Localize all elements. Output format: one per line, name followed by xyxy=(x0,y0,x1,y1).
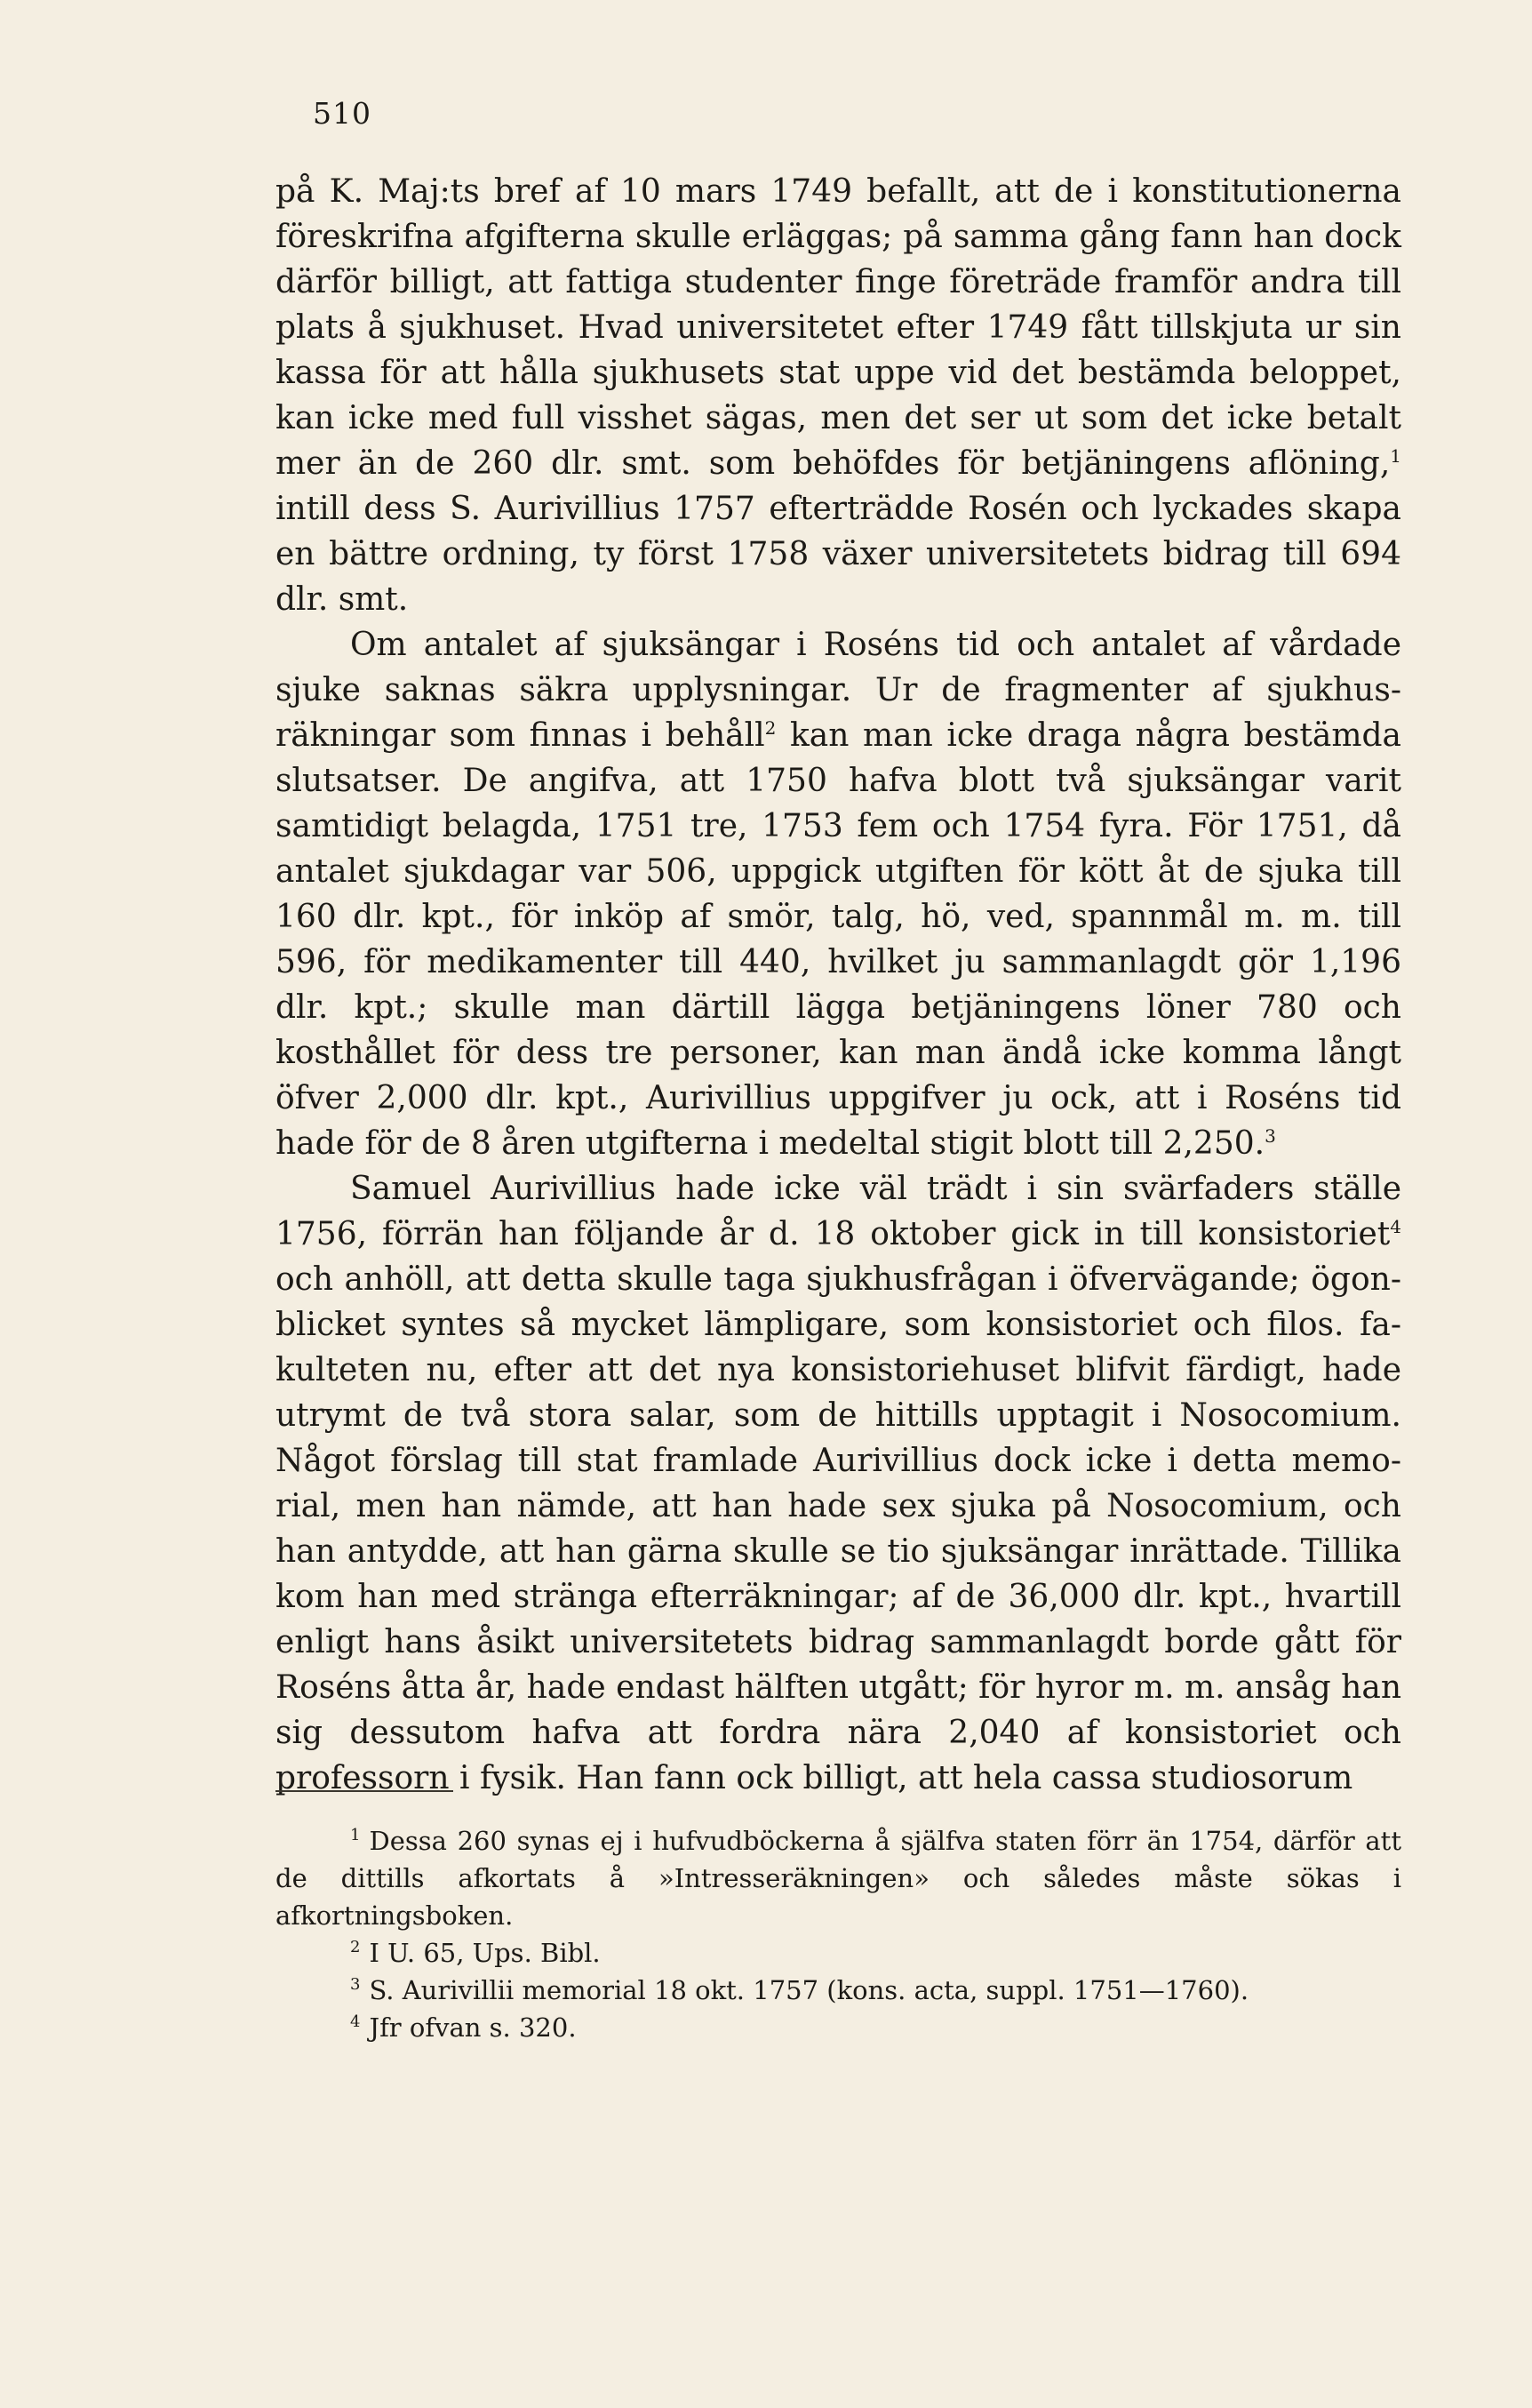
paragraph-2 xyxy=(275,622,1401,1166)
main-text xyxy=(275,169,1401,1801)
footnote-text: I U. 65, Ups. Bibl. xyxy=(369,1938,601,1968)
footnote-reference: 2 xyxy=(764,717,777,739)
footnote-mark: 1 xyxy=(350,1826,361,1845)
footnote-4 xyxy=(275,2009,1401,2046)
footnotes xyxy=(275,1822,1401,2046)
text-segment: Om antalet af sjuksängar i Roséns tid och antalet af vårdade sjuke saknas säkra upplysningar. Ur de fragmenter af sjukhusräkningar som finnas i behåll xyxy=(275,627,1401,754)
footnote-divider xyxy=(275,1790,453,1792)
footnote-reference: 1 xyxy=(1390,445,1401,467)
footnote-text: Dessa 260 synas ej i hufvudböckerna å själfva staten förr än 1754, därför att de dittills afkortats å »Intresseräkningen» och således måste sökas i afkortningsboken. xyxy=(275,1826,1401,1931)
text-segment: och anhöll, att detta skulle taga sjukhusfrågan i öfvervägande; ögonblicket syntes så mycket lämpligare, som konsistoriet och filos. fakulteten nu, efter att det nya konsistoriehuset blifvit färdigt, hade utrymt de två stora salar, som de hittills upptagit i Nosocomium. Något förslag till stat framlade Aurivillius dock icke i detta memorial, men han nämde, att han hade sex sjuka på Nosocomium, och han antydde, att han gärna skulle se tio sjuksängar inrättade. Tillika kom han med stränga efterräkningar; af de 36,000 dlr. kpt., hvartill enligt hans åsikt universitetets bidrag sammanlagdt borde gått för Roséns åtta år, hade endast hälften utgått; för hyror m. m. ansåg han sig dessutom hafva att fordra nära 2,040 af konsistoriet och professorn i fysik. Han fann ock billigt, att hela cassa studiosorum xyxy=(275,1261,1401,1796)
page-number: 510 xyxy=(313,96,371,131)
footnote-text: Jfr ofvan s. 320. xyxy=(369,2012,577,2043)
text-segment: kan man icke draga några bestämda slutsatser. De angifva, att 1750 hafva blott två sjuksängar varit samtidigt belagda, 1751 tre, 1753 fem och 1754 fyra. För 1751, då antalet sjukdagar var 506, uppgick utgiften för kött åt de sjuka till 160 dlr. kpt., för inköp af smör, talg, hö, ved, spannmål m. m. till 596, för medikamenter till 440, hvilket ju sammanlagdt gör 1,196 dlr. kpt.; skulle man därtill lägga betjäningens löner 780 och kosthållet för dess tre personer, kan man ändå icke komma långt öfver 2,000 dlr. kpt., Aurivillius uppgifver ju ock, att i Roséns tid hade för de 8 åren utgifterna i medeltal stigit blott till 2,250. xyxy=(275,717,1401,1162)
footnote-reference: 3 xyxy=(1265,1125,1276,1147)
paragraph-3 xyxy=(275,1166,1401,1801)
text-segment: intill dess S. Aurivillius 1757 efterträdde Rosén och lyckades skapa en bättre ordning, ty först 1758 växer universitetets bidrag till 694 dlr. smt. xyxy=(275,491,1401,618)
footnote-2 xyxy=(275,1934,1401,1972)
footnote-text: S. Aurivillii memorial 18 okt. 1757 (kons. acta, suppl. 1751—1760). xyxy=(369,1975,1249,2005)
footnote-mark: 3 xyxy=(350,1975,361,1995)
paragraph-1 xyxy=(275,169,1401,622)
text-segment: Samuel Aurivillius hade icke väl trädt i sin svärfaders ställe 1756, förrän han följande år d. 18 oktober gick in till konsistoriet xyxy=(275,1171,1401,1252)
footnote-1 xyxy=(275,1822,1401,1934)
footnote-reference: 4 xyxy=(1390,1216,1401,1237)
footnote-3 xyxy=(275,1972,1401,2009)
footnote-mark: 4 xyxy=(350,2012,361,2032)
text-segment: på K. Maj:ts bref af 10 mars 1749 befallt, att de i konstitutionerna föreskrifna afgifterna skulle erläggas; på samma gång fann han dock därför billigt, att fattiga studenter finge företräde framför andra till plats å sjukhuset. Hvad universitetet efter 1749 fått tillskjuta ur sin kassa för att hålla sjukhusets stat uppe vid det bestämda beloppet, kan icke med full visshet sägas, men det ser ut som det icke betalt mer än de 260 dlr. smt. som behöfdes för betjäningens aflöning, xyxy=(275,173,1401,482)
footnote-mark: 2 xyxy=(350,1938,361,1957)
